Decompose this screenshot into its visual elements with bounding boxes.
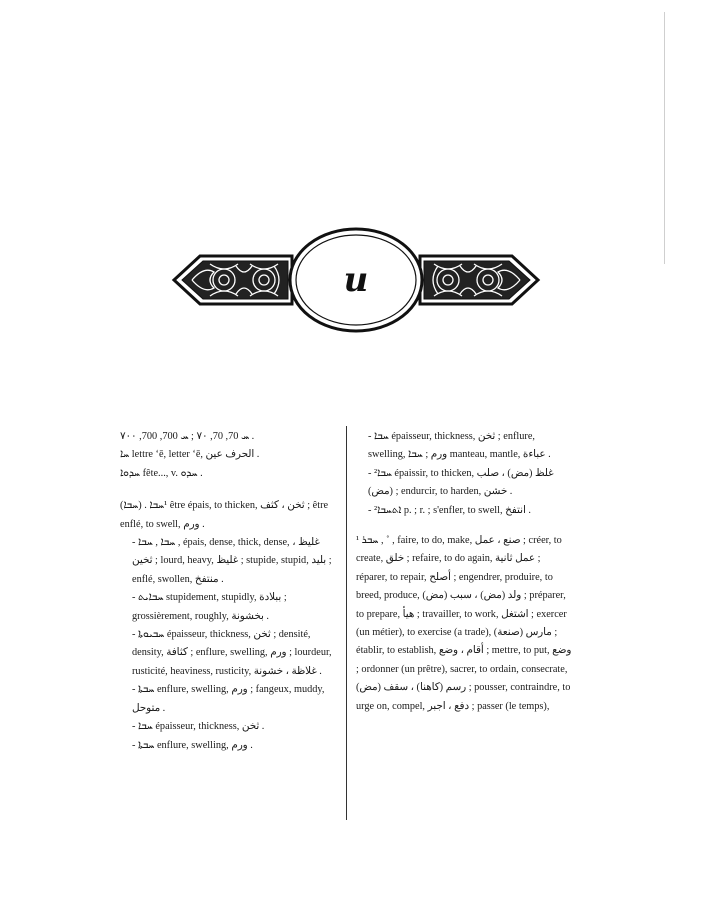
entry-to-thicken: - ²ܚܒܐ épaissir, to thicken, غلظ (مض) ، صلب (مض) ; endurcir, to harden, خشن .: [368, 467, 554, 498]
ornament-left-panel: [174, 256, 292, 304]
entry-root-make: ¹ ܚܒܪ , ˚ , faire, to do, make, صنع ، عمل ; créer, to create, خلق ; refaire, to do again, عمل ثانية ; réparer, to repair, أصلح ; engendrer, produire, to breed, produce, ولد (مض) ، سبب (مض) ; préparer, to prepare, هيأ ; travailler, to work, اشتغل ; exercer (un métier), to exercise (a trade), مارس (صنعة) ; établir, to establish, أقام ، وضع ; mettre, to put, وضع ; ordonner (un prêtre), sacrer, to ordain, consecrate, رسم (كاهنا) ، سقف (مض) ; pousser, contraindre, to urge on, compel, دفع ، اجبر ; passer (le temps),: [356, 535, 572, 712]
page-edge-line: [664, 12, 665, 264]
entry-numeral: ܚ 70, 70, ٧٠ ; ܚ 700, 700, ٧٠٠ .: [120, 431, 255, 442]
entry-thickness: - ܚܒܝܘܬܐ épaisseur, thickness, ثخن ; densité, density, كثافة ; enflure, swelling, ورم ; lourdeur, rusticité, heaviness, rusticity, غلاظة ، خشونة .: [132, 629, 332, 677]
left-column: [120, 428, 340, 755]
chapter-ornament: [170, 226, 542, 334]
heading-letter: u: [343, 260, 369, 300]
entry-stupidly: - ܚܒܐܝܬ stupidement, stupidly, ببلادة ; grossièrement, roughly, بخشونة .: [132, 592, 287, 622]
entry-thick: - ܚܒܐ , ܚܒܐ , épais, dense, thick, dense, غليظ ، ثخين ; lourd, heavy, غليظ ; stupide, stupid, بليد ; enflé, swollen, منتفخ .: [132, 537, 332, 585]
entry-mantle: - ܚܒܐ épaisseur, thickness, ثخن ; enflure, swelling, ورم ; ܚܒܐ manteau, mantle, عباءة .: [368, 431, 551, 461]
entry-letter: ܚܐ lettre ‘ē, letter ‘ē, الحرف عين .: [120, 449, 260, 461]
ornament-right-panel: [420, 256, 538, 304]
entry-swelling-2: - ܚܒܬܐ enflure, swelling, ورم .: [132, 739, 253, 751]
entry-fete: ܚܕܘܐ fête..., v. ܚܕܘ .: [120, 467, 203, 479]
entry-root-thicken: (ܚܒܐ) . ¹ܚܒܐ être épais, to thicken, ثخن ، كثف ; être enflé, to swell, ورم .: [120, 500, 329, 530]
entry-swelling: - ܚܒܬܐ enflure, swelling, ورم ; fangeux, muddy, متوحل .: [132, 684, 325, 714]
right-column: [356, 428, 574, 716]
column-separator: [346, 426, 347, 820]
entry-to-swell: - ²ܐܬܚܒܐ p. ; r. ; s'enfler, to swell, انتفخ .: [368, 504, 531, 516]
entry-thickness-2: - ܚܒܐ épaisseur, thickness, ثخن .: [132, 721, 265, 733]
